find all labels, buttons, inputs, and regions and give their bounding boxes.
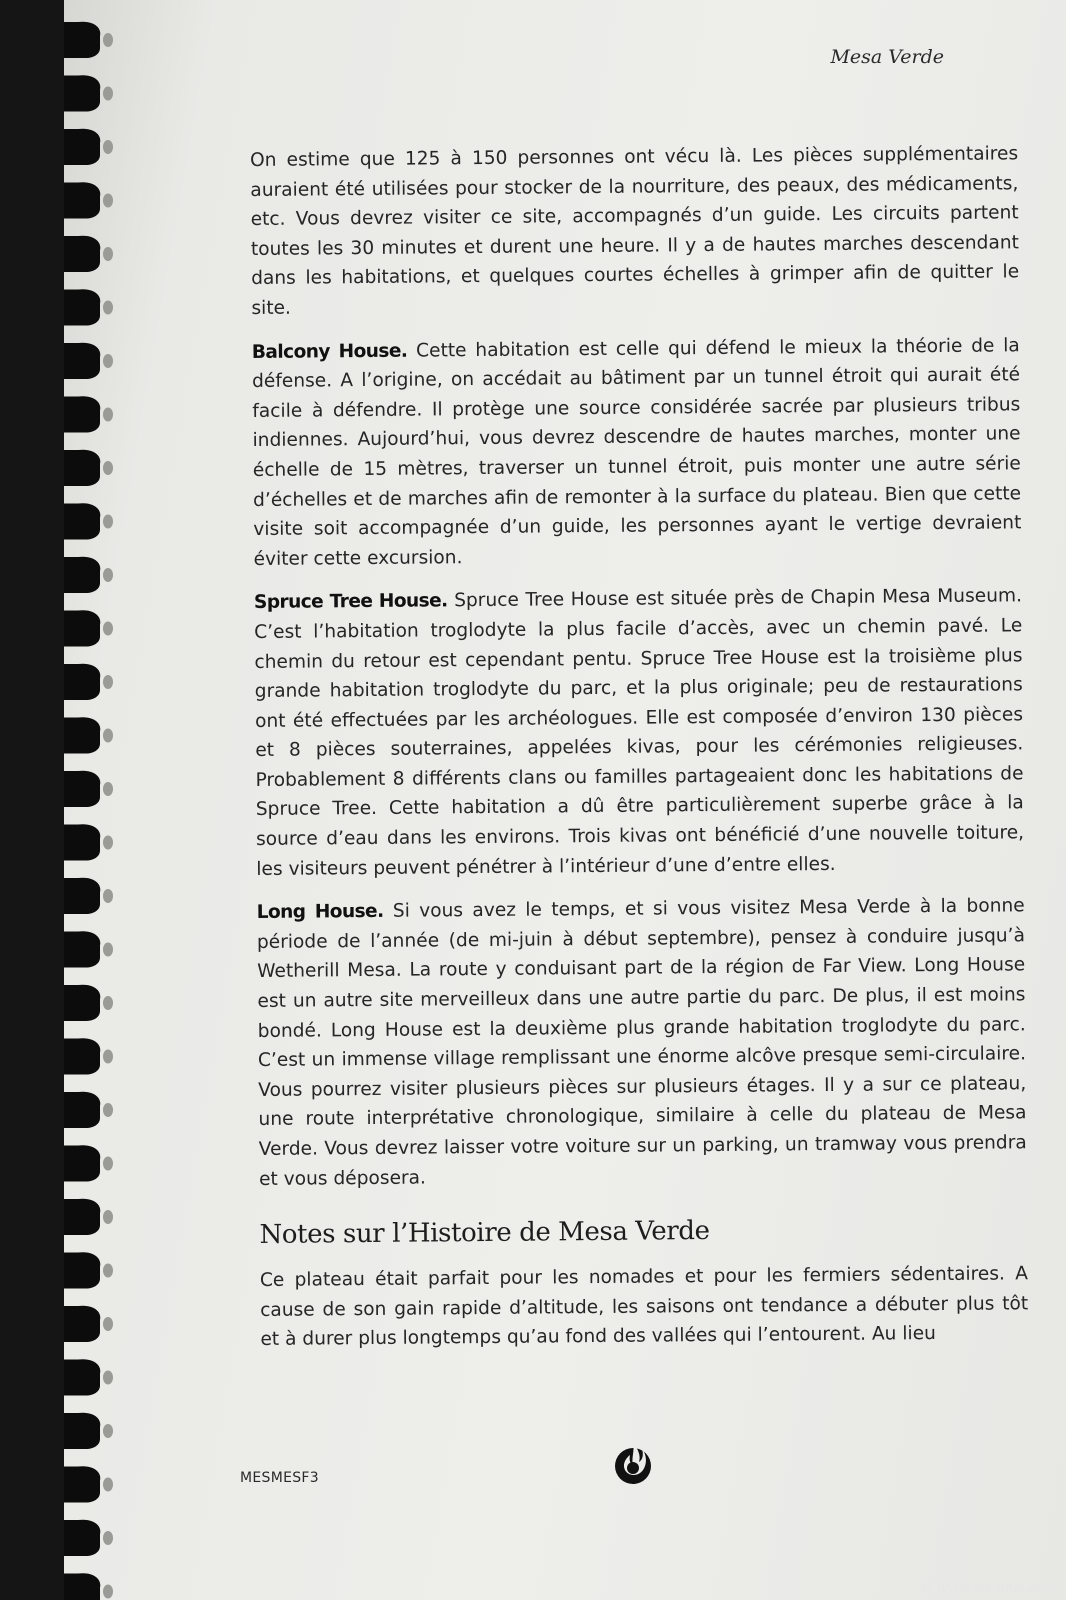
binding-hole <box>103 996 113 1010</box>
running-header: Mesa Verde <box>830 46 944 68</box>
binding-coil <box>64 1413 100 1449</box>
binding-hole <box>103 1371 113 1385</box>
binding-hole <box>103 1585 113 1599</box>
binding-hole <box>103 1210 113 1224</box>
binding-hole <box>103 354 113 368</box>
binding-coil <box>64 771 100 807</box>
binding-coil <box>64 1359 100 1395</box>
binding-hole <box>103 1531 113 1545</box>
binding-coil <box>64 717 100 753</box>
binding-hole <box>103 194 113 208</box>
binding-coil <box>64 503 100 539</box>
paragraph-long-house <box>257 892 1028 1195</box>
binding-coil <box>64 557 100 593</box>
binding-hole <box>103 87 113 101</box>
binding-coil <box>64 985 100 1021</box>
binding-coil <box>64 610 100 646</box>
binding-hole <box>103 675 113 689</box>
binding-hole <box>103 1478 113 1492</box>
spruce-tree-house-text: Spruce Tree House est située près de Chapin Mesa Museum. C’est l’habitation troglodyte la plus facile d’accès, avec un chemin pavé. Le chemin du retour est cependant pentu. Spruce Tree House est la troisième plus grande habitation troglodyte du parc, et la plus originale; peu de restaurations ont été effectuées par les archéologues. Elle est composée d’environ 130 pièces et 8 pièces souterraines, appelées kivas, pour les cérémonies religieuses. Probablement 8 différents clans ou familles partageaient donc les habitations de Spruce Tree. Cette habitation a dû être particulièrement superbe grâce à la source d’eau dans les environs. Trois kivas ont bénéficié d’une nouvelle toiture, les visiteurs peuvent pénétrer à l’intérieur d’une d’entre elles. <box>254 585 1025 880</box>
spruce-tree-house-label: Spruce Tree House. <box>253 590 448 614</box>
paragraph-intro: On estime que 125 à 150 personnes ont vécu là. Les pièces supplémentaires auraient été utilisées pour stocker de la nourriture, des peaux, des médicaments, etc. Vous devrez visiter ce site, accompagnés d’un guide. Les circuits partent toutes les 30 minutes et durent une heure. Il y a de hautes marches descendant dans les habitations, et quelques courtes échelles à grimper afin de quitter le site. <box>250 143 1020 319</box>
binding-coil <box>64 1573 100 1600</box>
binding-coil <box>64 75 100 111</box>
binding-coil <box>64 1038 100 1074</box>
binding-coil <box>64 931 100 967</box>
page-code: MESMESF3 <box>240 1470 319 1486</box>
binding-hole <box>103 782 113 796</box>
binding-coil <box>64 1092 100 1128</box>
binding-coil <box>64 878 100 914</box>
binding-coil <box>64 22 100 58</box>
binding-hole <box>103 140 113 154</box>
binding-coil <box>64 1466 100 1502</box>
binding-hole <box>103 247 113 261</box>
paragraph-history: Ce plateau était parfait pour les nomades et pour les fermiers sédentaires. A cause de son gain rapide d’altitude, les saisons ont tendance a débuter plus tôt et à durer plus longtemps qu’au fond des vallées qui l’entourent. Au lieu <box>259 1263 1029 1351</box>
binding-hole <box>103 1157 113 1171</box>
binding-coil <box>64 289 100 325</box>
balcony-house-text: Cette habitation est celle qui défend le mieux la théorie de la défense. A l’origine, on accédait au bâtiment par un tunnel étroit qui aurait été facile à défendre. Il protège une source considérée sacrée par plusieurs tribus indiennes. Aujourd’hui, vous devrez descendre de hautes marches, monter une échelle de 15 mètres, traverser un tunnel étroit, puis monter une autre série d’échelles et de marches afin de remonter à la surface du plateau. Bien que cette visite soit accompagnée d’un guide, les personnes ayant le vertige devraient éviter cette excursion. <box>251 334 1022 570</box>
binding-coil <box>64 824 100 860</box>
binding-coil <box>64 182 100 218</box>
binding-hole <box>103 943 113 957</box>
binding-hole <box>103 408 113 422</box>
binding-hole <box>103 301 113 315</box>
binding-coil <box>64 1306 100 1342</box>
page-content <box>250 139 1029 1369</box>
binding-coil <box>64 664 100 700</box>
binding-hole <box>103 461 113 475</box>
binding-hole <box>103 889 113 903</box>
binding-coil <box>64 396 100 432</box>
binding-hole <box>103 1103 113 1117</box>
binding-hole <box>103 1264 113 1278</box>
binding-coil <box>64 1199 100 1235</box>
binding-coil <box>64 343 100 379</box>
book-page <box>64 0 1066 1600</box>
binding-coil <box>64 236 100 272</box>
long-house-text: Si vous avez le temps, et si vous visitez Mesa Verde à la bonne période de l’année (de mi-juin à début septembre), pensez à conduire jusqu’à Wetherill Mesa. La route y conduisant part de la région de Far View. Long House est un autre site merveilleux dans une autre partie du parc. De plus, il est moins bondé. Long House est la deuxième plus grande habitation troglodyte du parc. C’est un immense village remplissant une énorme alcôve presque semi-circulaire. Vous pourrez visiter plusieurs pièces sur plusieurs étages. Il y a sur ce plateau, une route interprétative chronologique, similaire à celle du plateau de Mesa Verde. Vous devrez laisser votre voiture sur un parking, un tramway vous prendra et vous déposera. <box>256 895 1027 1190</box>
balcony-house-label: Balcony House. <box>251 340 408 363</box>
binding-hole <box>103 1424 113 1438</box>
section-heading: Notes sur l’Histoire de Mesa Verde <box>259 1216 710 1251</box>
binding-coil <box>64 1252 100 1288</box>
long-house-label: Long House. <box>256 901 384 924</box>
binding-hole <box>103 515 113 529</box>
binding-hole <box>103 729 113 743</box>
binding-hole <box>103 622 113 636</box>
flame-logo-icon <box>611 1437 655 1487</box>
spiral-binding <box>64 0 174 1600</box>
watermark: © www.les-fifus.com <box>919 1581 1056 1596</box>
binding-hole <box>103 568 113 582</box>
binding-coil <box>64 1145 100 1181</box>
paragraph-spruce-tree-house <box>254 582 1025 885</box>
binding-coil <box>64 450 100 486</box>
binding-hole <box>103 836 113 850</box>
paragraph-balcony-house <box>252 331 1022 574</box>
binding-coil <box>64 1520 100 1556</box>
binding-coil <box>64 129 100 165</box>
binding-hole <box>103 33 113 47</box>
binding-hole <box>103 1050 113 1064</box>
binding-hole <box>103 1317 113 1331</box>
